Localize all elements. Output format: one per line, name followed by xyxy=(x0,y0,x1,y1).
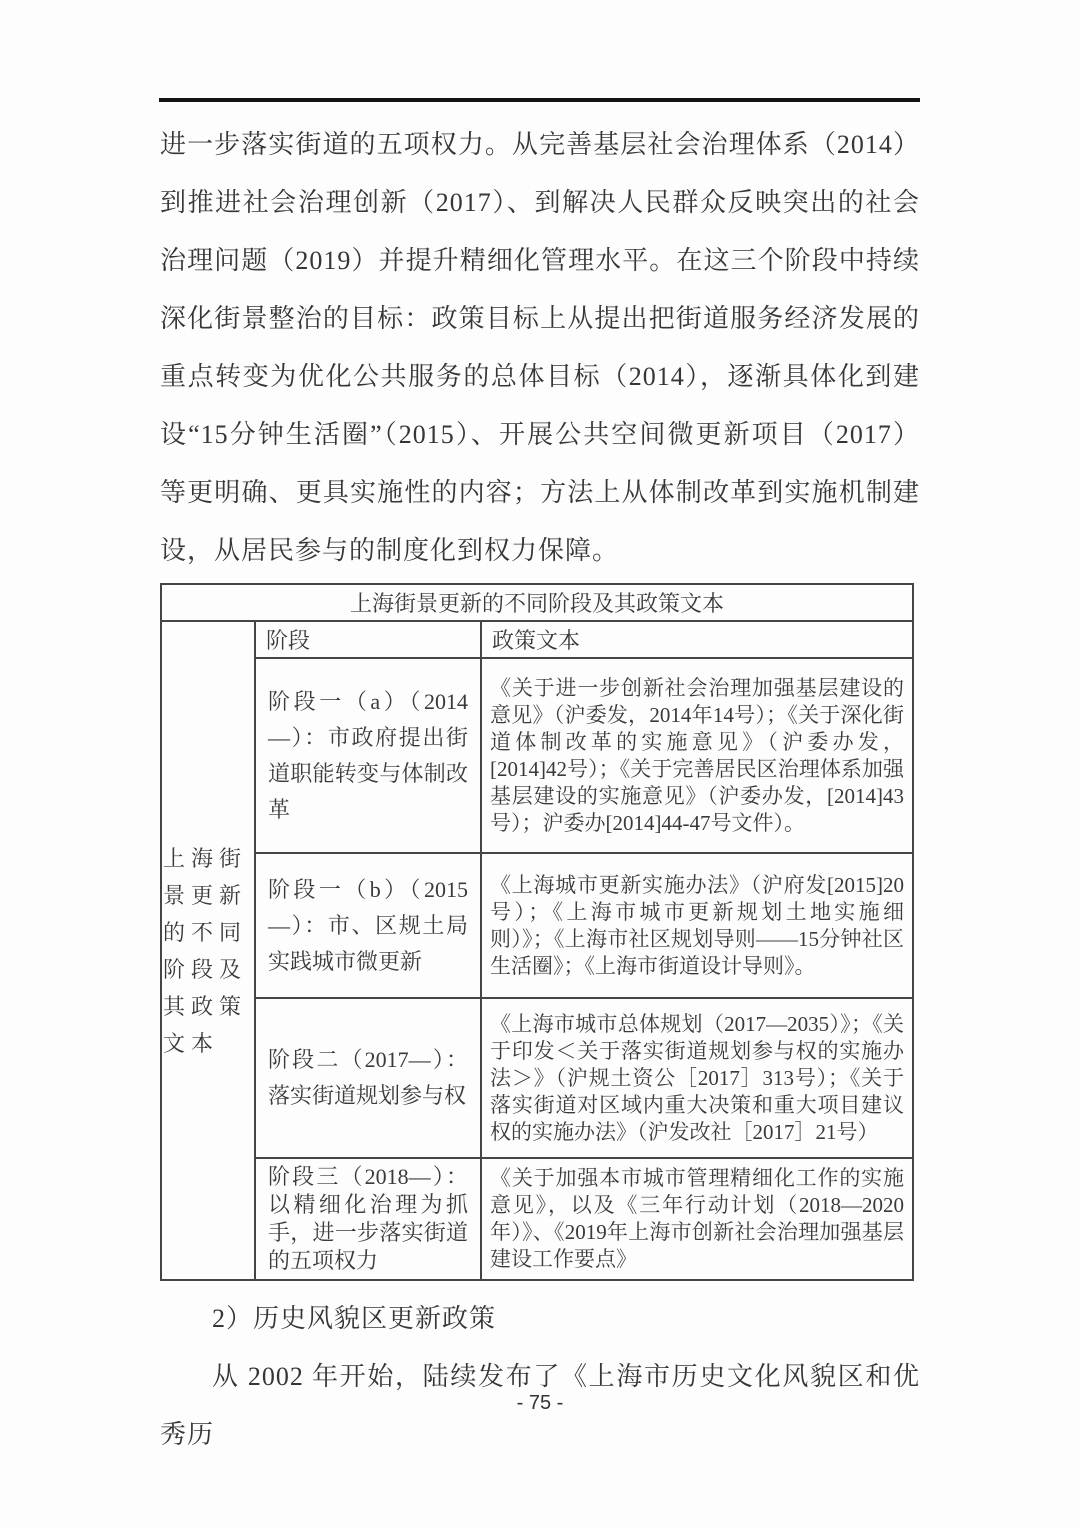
column-header-stage: 阶段 xyxy=(255,621,481,658)
page-content xyxy=(160,116,920,1464)
table-title: 上海街景更新的不同阶段及其政策文本 xyxy=(161,584,913,621)
policy-phases-table xyxy=(160,583,914,1281)
table-row xyxy=(161,998,913,1158)
section-sub-heading: 2）历史风貌区更新政策 xyxy=(212,1304,497,1333)
stage-cell-phase-3: 阶段三（2018—）：以精细化治理为抓手，进一步落实街道的五项权力 xyxy=(255,1158,481,1280)
table-side-header-cell xyxy=(161,621,255,1280)
header-divider-rule xyxy=(159,98,920,102)
table-row xyxy=(161,853,913,998)
column-header-policy: 政策文本 xyxy=(481,621,913,658)
table-title-row xyxy=(161,584,913,621)
stage-cell-phase-1b: 阶段一（b）（2015—）：市、区规土局实践城市微更新 xyxy=(255,853,481,998)
table-side-header-label: 上海街景更新的不同阶段及其政策文本 xyxy=(163,845,248,1056)
body-paragraph-1: 进一步落实街道的五项权力。从完善基层社会治理体系（2014）到推进社会治理创新（2017）、到解决人民群众反映突出的社会治理问题（2019）并提升精细化管理水平。在这三个阶段中持续深化街景整治的目标：政策目标上从提出把街道服务经济发展的重点转变为优化公共服务的总体目标（2014），逐渐具体化到建设“15分钟生活圈”（2015）、开展公共空间微更新项目（2017）等更明确、更具实施性的内容；方法上从体制改革到实施机制建设，从居民参与的制度化到权力保障。 xyxy=(160,130,920,565)
table-header-row xyxy=(161,621,913,658)
table-row xyxy=(161,1158,913,1280)
policy-cell-phase-1a: 《关于进一步创新社会治理加强基层建设的意见》（沪委发，2014年14号）；《关于深化街道体制改革的实施意见》（沪委办发，[2014]42号）；《关于完善居民区治理体系加强基层建设的实施意见》（沪委办发，[2014]43号）；沪委办[2014]44-47号文件）。 xyxy=(481,658,913,853)
body-paragraph-2: 从 2002 年开始，陆续发布了《上海市历史文化风貌区和优秀历 xyxy=(160,1362,920,1449)
stage-cell-phase-1a: 阶段一（a）（2014—）：市政府提出街道职能转变与体制改革 xyxy=(255,658,481,853)
page-number: - 75 - xyxy=(516,1392,564,1414)
table-row xyxy=(161,658,913,853)
policy-cell-phase-3: 《关于加强本市城市管理精细化工作的实施意见》，以及《三年行动计划（2018—2020年）》、《2019年上海市创新社会治理加强基层建设工作要点》 xyxy=(481,1158,913,1280)
stage-cell-phase-2: 阶段二（2017—）：落实街道规划参与权 xyxy=(255,998,481,1158)
policy-cell-phase-2: 《上海市城市总体规划（2017—2035）》；《关于印发＜关于落实街道规划参与权的实施办法＞》（沪规土资公［2017］313号）；《关于落实街道对区域内重大决策和重大项目建议权的实施办法》（沪发改社［2017］21号） xyxy=(481,998,913,1158)
policy-cell-phase-1b: 《上海城市更新实施办法》（沪府发[2015]20号）；《上海市城市更新规划土地实施细则）》；《上海市社区规划导则——15分钟社区生活圈》；《上海市街道设计导则》。 xyxy=(481,853,913,998)
